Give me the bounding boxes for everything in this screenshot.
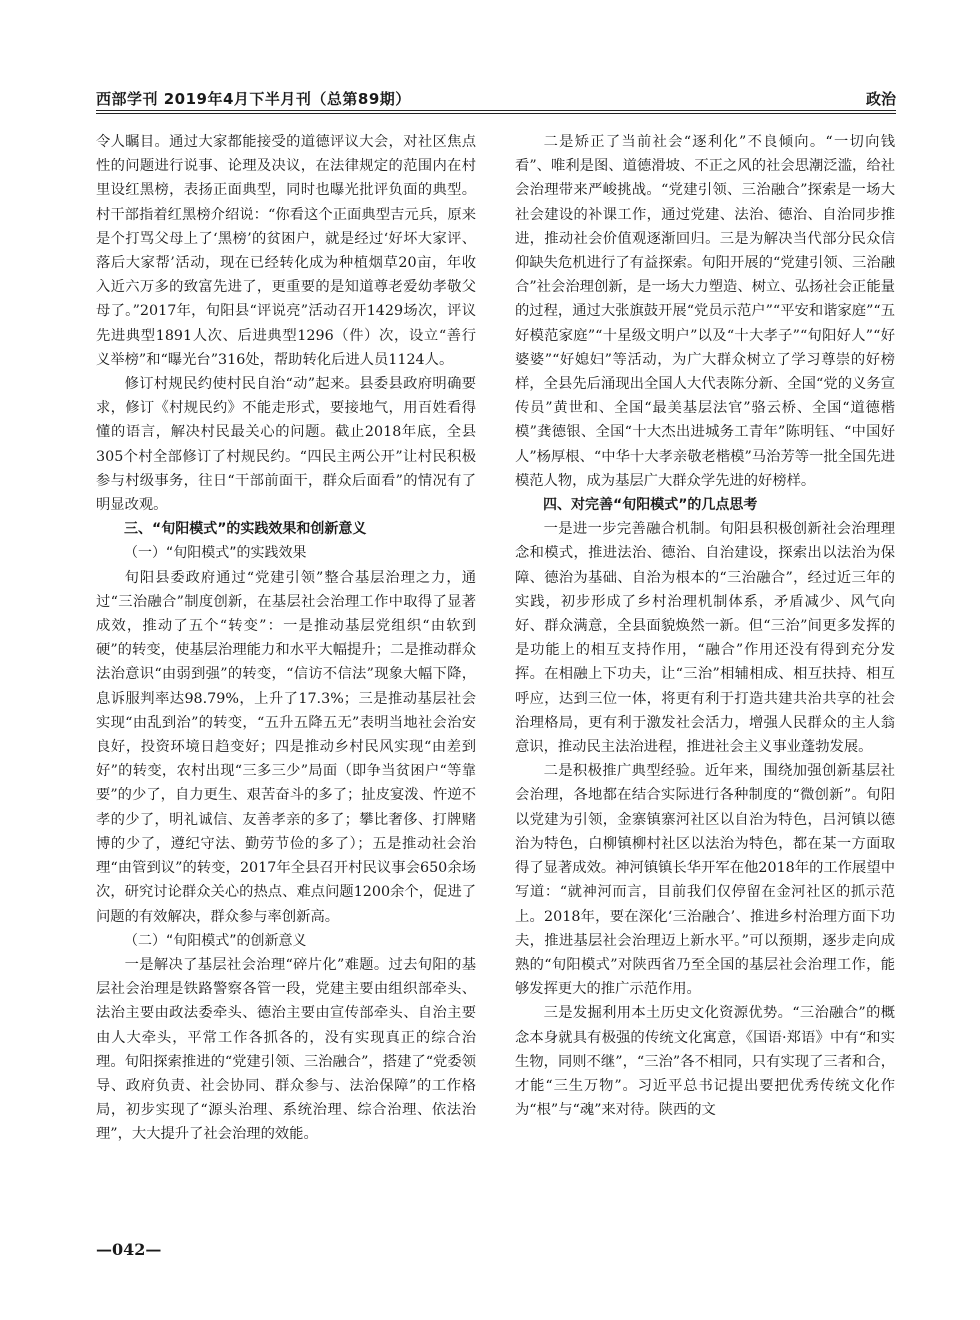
page-number: —042— [96, 1240, 162, 1259]
subsection-heading: （一）“旬阳模式”的实践效果 [124, 545, 307, 562]
body-paragraph: 令人瞩目。通过大家都能接受的道德评议大会，对社区焦点性的问题进行说事、论理及决议，在法律规定的范围内在村里设红黑榜，表扬正面典型，同时也曝光批评负面的典型。村干部指着红黑榜介绍说：“你看这个正面典型吉元兵，原来是个打骂父母上了‘黑榜’的贫困户，就是经过‘好坏大家评、落后大家帮’活动，现在已经转化成为种植烟草20亩，年收入近六万多的致富先进了，更重要的是知道尊老爱幼孝敬父母了。”2017年，旬阳县“评说亮”活动召开1429场次，评议先进典型1891人次、后进典型1296（件）次，设立“善行义举榜”和“曝光台”316处，帮助转化后进人员1124人。 [96, 134, 476, 368]
header-rule-top [96, 110, 896, 111]
section-label: 政治 [865, 90, 896, 108]
right-column [515, 130, 895, 1122]
body-paragraph: 修订村规民约使村民自治“动”起来。县委县政府明确要求，修订《村规民约》不能走形式，要接地气，用百姓看得懂的语言，解决村民最关心的问题。截止2018年底，全县305个村全部修订了村规民约。“四民主两公开”让村民积极参与村级事务，往日“干部前面干，群众后面看”的情况有了明显改观。 [96, 376, 476, 514]
body-paragraph: 三是发掘利用本土历史文化资源优势。“三治融合”的概念本身就具有极强的传统文化寓意，《国语·郑语》中有“和实生物，同则不继”，“三治”各不相同，只有实现了三者和合，才能“三生万物”。习近平总书记提出要把优秀传统文化作为“根”与“魂”来对待。陕西的文 [515, 1005, 895, 1119]
section-heading: 四、对完善“旬阳模式”的几点思考 [543, 497, 758, 514]
subsection-heading: （二）“旬阳模式”的创新意义 [124, 932, 307, 949]
journal-title: 西部学刊 2019年4月下半月刊（总第89期） [96, 90, 411, 108]
body-paragraph: 一是进一步完善融合机制。旬阳县积极创新社会治理理念和模式，推进法治、德治、自治建设，探索出以法治为保障、德治为基础、自治为根本的“三治融合”，经过近三年的实践，初步形成了乡村治理机制体系，矛盾减少、风气向好、群众满意，全县面貌焕然一新。但“三治”间更多发挥的是功能上的相互支持作用，“融合”作用还没有得到充分发挥。在相融上下功夫，让“三治”相辅相成、相互扶持、相互呼应，达到三位一体，将更有利于打造共建共治共享的社会治理格局，更有利于激发社会活力，增强人民群众的主人翁意识，推动民主法治进程，推进社会主义事业蓬勃发展。 [515, 521, 895, 756]
header-rule-bottom [96, 113, 896, 114]
body-paragraph: 二是积极推广典型经验。近年来，围绕加强创新基层社会治理，各地都在结合实际进行各种制度的“微创新”。旬阳以党建为引领，金寨镇寨河社区以自治为特色，吕河镇以德治为特色，白柳镇柳村社区以法治为特色，都在某一方面取得了显著成效。神河镇镇长华开军在他2018年的工作展望中写道：“就神河而言，目前我们仅停留在金河社区的抓示范上。2018年，要在深化‘三治融合’、推进乡村治理方面下功夫，推进基层社会治理迈上新水平。”可以预期，逐步走向成熟的“旬阳模式”对陕西省乃至全国的基层社会治理工作，能够发挥更大的推广示范作用。 [515, 763, 895, 998]
page-header [96, 84, 896, 114]
body-paragraph: 一是解决了基层社会治理“碎片化”难题。过去旬阳的基层社会治理是铁路警察各管一段，党建主要由组织部牵头、法治主要由政法委牵头、德治主要由宣传部牵头、自治主要由人大牵头，平常工作各抓各的，没有实现真正的综合治理。旬阳探索推进的“党建引领、三治融合”，搭建了“党委领导、政府负责、社会协同、群众参与、法治保障”的工作格局，初步实现了“源头治理、系统治理、综合治理、依法治理”，大大提升了社会治理的效能。 [96, 956, 476, 1143]
section-heading: 三、“旬阳模式”的实践效果和创新意义 [124, 521, 367, 538]
body-paragraph: 二是矫正了当前社会“逐利化”不良倾向。“一切向钱看”、唯利是图、道德滑坡、不正之风的社会思潮泛滥，给社会治理带来严峻挑战。“党建引领、三治融合”探索是一场大社会建设的补课工作，通过党建、法治、德治、自治同步推进，推动社会价值观逐渐回归。三是为解决当代部分民众信仰缺失危机进行了有益探索。旬阳开展的“党建引领、三治融合”社会治理创新，是一场大力塑造、树立、弘扬社会正能量的过程，通过大张旗鼓开展“党员示范户”“平安和谐家庭”“五好模范家庭”“十星级文明户”以及“十大孝子”“旬阳好人”“好婆婆”“好媳妇”等活动，为广大群众树立了学习尊崇的好榜样，全县先后涌现出全国人大代表陈分新、全国“党的义务宣传员”黄世和、全国“最美基层法官”骆云桥、全国“道德楷模”龚德银、全国“十大杰出进城务工青年”陈明钰、“中国好人”杨厚根、“中华十大孝亲敬老楷模”马治芳等一批全国先进模范人物，成为基层广大群众学先进的好榜样。 [515, 134, 895, 489]
left-column [96, 130, 476, 1147]
body-paragraph: 旬阳县委政府通过“党建引领”整合基层治理之力，通过“三治融合”制度创新，在基层社会治理工作中取得了显著成效，推动了五个“转变”：一是推动基层党组织“由软到硬”的转变，使基层治理能力和水平大幅提升；二是推动群众法治意识“由弱到强”的转变，“信访不信法”现象大幅下降，息诉服判率达98.79%，上升了17.3%；三是推动基层社会实现“由乱到治”的转变，“五升五降五无”表明当地社会治安良好，投资环境日趋变好；四是推动乡村民风实现“由差到好”的转变，农村出现“三多三少”局面（即争当贫困户“等靠要”的少了，自力更生、艰苦奋斗的多了；扯皮宴泼、忤逆不孝的少了，明礼诚信、友善孝亲的多了；攀比奢侈、打牌赌博的少了，遵纪守法、勤劳节俭的多了）；五是推动社会治理“由管到议”的转变，2017年全县召开村民议事会650余场次，研究讨论群众关心的热点、难点问题1200余个，促进了问题的有效解决，群众参与率创新高。 [96, 569, 476, 925]
